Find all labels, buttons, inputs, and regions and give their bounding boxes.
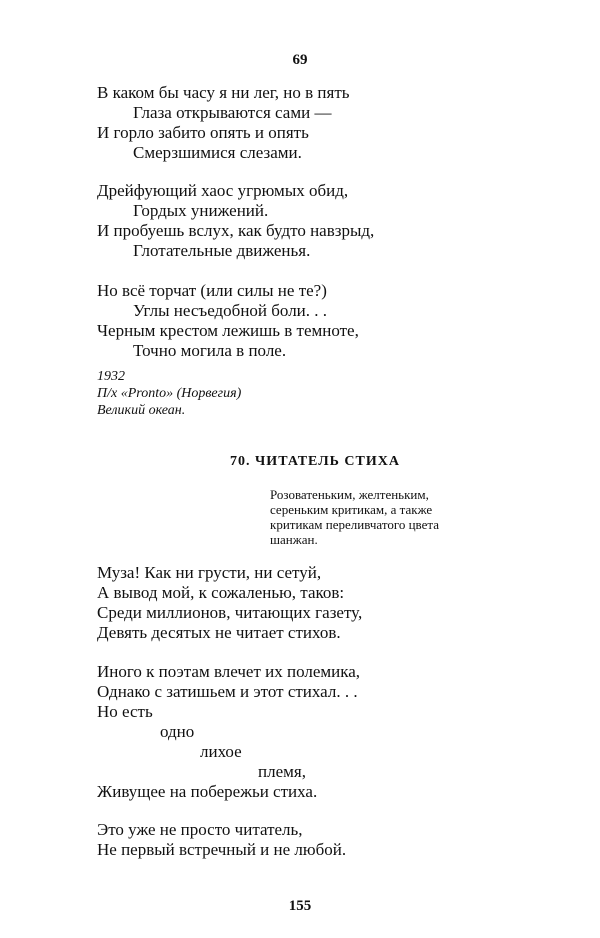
poem-line: Дрейфующий хаос угрюмых обид, [97, 181, 349, 200]
poem-line: Черным крестом лежишь в темноте, [97, 321, 359, 340]
poem-place: Великий океан. [97, 403, 186, 418]
poem-line: одно [160, 722, 195, 741]
epigraph-line: сереньким критикам, а также [270, 502, 433, 517]
poem-line: Но всё торчат (или силы не те?) [97, 281, 327, 300]
poem-line: И пробуешь вслух, как будто навзрыд, [97, 221, 375, 240]
poem-year: 1932 [97, 369, 125, 384]
poem-line: лихое [200, 742, 242, 761]
page-number: 155 [288, 898, 312, 914]
poem-line: Не первый встречный и не любой. [97, 840, 347, 859]
poem-line: Смерзшимися слезами. [133, 143, 302, 162]
epigraph-line: Розоватеньким, желтеньким, [270, 487, 429, 502]
poem-line: А вывод мой, к сожаленью, таков: [97, 583, 345, 602]
poem-line: Гордых унижений. [133, 201, 269, 220]
poem-line: Но есть [97, 702, 153, 721]
poem-line: Муза! Как ни грусти, ни сетуй, [97, 563, 322, 582]
poem-title: 70. ЧИТАТЕЛЬ СТИХА [230, 454, 400, 469]
poem-line: Однако с затишьем и этот стихал. . . [97, 682, 358, 701]
poem-line: Это уже не просто читатель, [97, 820, 303, 839]
poem-line: Среди миллионов, читающих газету, [97, 603, 363, 622]
epigraph-line: критикам переливчатого цвета [270, 517, 439, 532]
poem-line: Живущее на побережьи стиха. [97, 782, 318, 801]
epigraph [270, 487, 510, 547]
poem-line: Глотательные движенья. [133, 241, 311, 260]
poem-line: Иного к поэтам влечет их полемика, [97, 662, 361, 681]
poem-ship: П/х «Pronto» (Норвегия) [97, 386, 242, 401]
poem-line: Девять десятых не читает стихов. [97, 623, 341, 642]
poem-line: племя, [258, 762, 306, 781]
poem-line: В каком бы часу я ни лег, но в пять [97, 83, 350, 102]
poem-line: Точно могила в поле. [133, 341, 287, 360]
poem-line: И горло забито опять и опять [97, 123, 309, 142]
poem-line: Глаза открываются сами — [133, 103, 332, 122]
epigraph-line: шанжан. [270, 532, 318, 547]
poem-number-69: 69 [292, 52, 308, 68]
poem-line: Углы несъедобной боли. . . [133, 301, 328, 320]
